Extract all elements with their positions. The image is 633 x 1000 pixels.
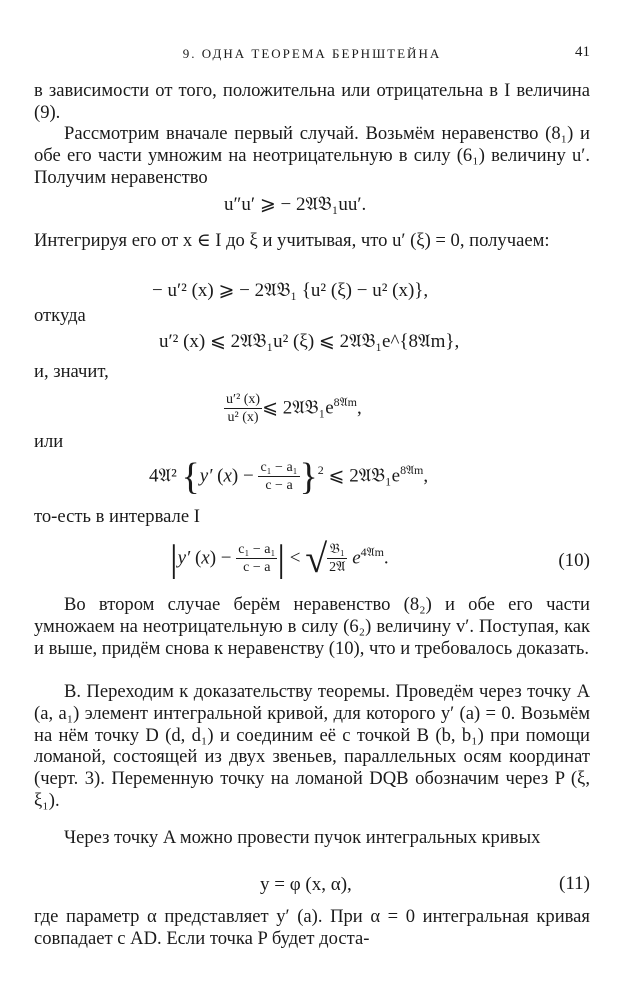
paragraph-2: Рассмотрим вначале первый случай. Возьмём неравенство (8₁) и обе его части умножим на неотрицательную в силу (6₁) величину u′. Получим неравенство xyxy=(34,123,590,188)
fraction: $\frac{\text{c₁ − a₁}}{c - a}$ xyxy=(260,460,298,494)
formula-4: $\frac{\text{u′² (x)}}{\text{u² (x)}}$ ⩽ $2𝔄𝔅_1e^{8𝔄m}$, xyxy=(226,392,362,426)
equation-number-11: (11) xyxy=(559,873,590,894)
chapter-title: 9. ОДНА ТЕОРЕМА БЕРНШТЕЙНА xyxy=(182,46,442,61)
paragraph-11: где параметр α представляет y′ (a). При α = 0 интегральная кривая совпадает с AD. Если точка P будет доста- xyxy=(34,906,590,949)
formula-2: − u′² (x) ⩾ − 2𝔄𝔅₁ {u² (ξ) − u² (x)}, xyxy=(152,280,429,301)
book-page xyxy=(34,0,590,1000)
fraction: $\frac{\text{u′² (x)}}{\text{u² (x)}}$ xyxy=(226,392,261,426)
paragraph-4: откуда xyxy=(34,305,86,326)
formula-1: u″u′ ⩾ − 2𝔄𝔅₁uu′. xyxy=(224,194,367,215)
paragraph-6: или xyxy=(34,431,64,452)
paragraph-3: Интегрируя его от x ∈ I до ξ и учитывая, что u′ (ξ) = 0, получаем: xyxy=(34,230,550,251)
paragraph-9: B. Переходим к доказательству теоремы. Проведём через точку A (a, a₁) элемент интегральной кривой, для которого y′ (a) = 0. Возьмём на нём точку D (d, d₁) и соединим её с точкой B (b, b₁) при помощи ломаной, состоящей из двух звеньев, параллельных осям координат (черт. 3). Переменную точку на ломаной DQB обозначим через P (ξ, ξ₁). xyxy=(34,681,590,811)
paragraph-10: Через точку A можно провести пучок интегральных кривых xyxy=(64,827,541,848)
paragraph-5: и, значит, xyxy=(34,361,109,382)
sqrt-fraction: $\frac{\text{𝔅₁}}{\text{2𝔄}}$ xyxy=(329,542,346,576)
formula-6: |y′ (x) − $\frac{\text{c₁ − a₁}}{c - a}$ | < √ $\frac{\text{𝔅₁}}{\text{2𝔄}}$ $e^{4𝔄m}$. xyxy=(170,535,389,581)
equation-number-10: (10) xyxy=(558,550,590,571)
page-number: 41 xyxy=(575,44,590,60)
paragraph-1: в зависимости от того, положительна или отрицательна в I величина (9). xyxy=(34,80,590,123)
formula-3: u′² (x) ⩽ 2𝔄𝔅₁u² (ξ) ⩽ 2𝔄𝔅₁e^{8𝔄m}, xyxy=(159,331,460,352)
paragraph-8: Во втором случае берём неравенство (8₂) и обе его части умножаем на неотрицательную в силу (6₂) величину v′. Поступая, как и выше, придём снова к неравенству (10), что и требовалось доказать. xyxy=(34,594,590,659)
paragraph-7: то-есть в интервале I xyxy=(34,506,200,527)
formula-5: 4𝔄² {y′ (x) − $\frac{\text{c₁ − a₁}}{c - a}$ }$^2$ ⩽ $2𝔄𝔅_1e^{8𝔄m}$, xyxy=(149,455,429,498)
running-header xyxy=(34,46,590,66)
formula-7: y = φ (x, α), xyxy=(260,874,352,895)
fraction: $\frac{\text{c₁ − a₁}}{c - a}$ xyxy=(238,542,276,576)
